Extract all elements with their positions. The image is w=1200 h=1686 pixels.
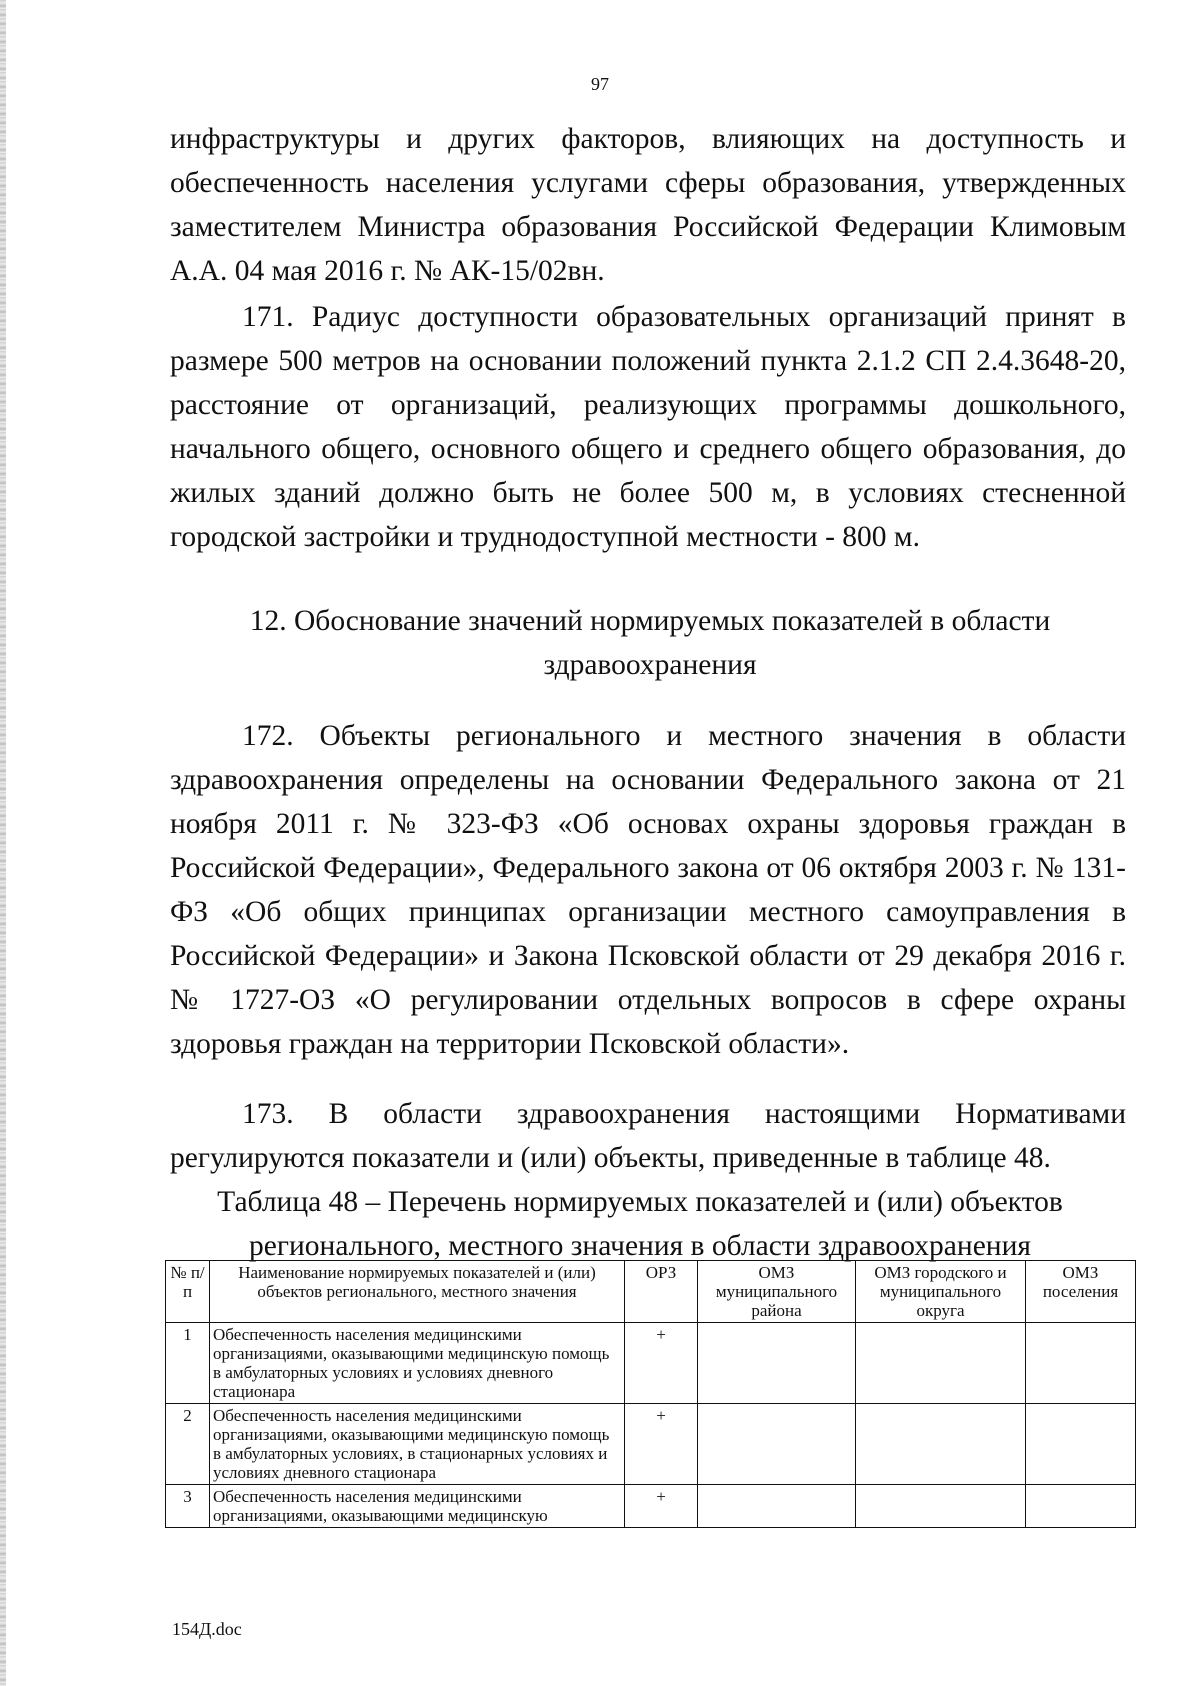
table-row (166, 1485, 1136, 1528)
section-heading-line1: 12. Обоснование значений нормируемых показателей в области (249, 605, 1051, 637)
cell-omz-district (698, 1323, 856, 1404)
cell-name: Обеспеченность населения медицинскими организациями, оказывающими медицинскую (210, 1485, 625, 1528)
table-header-row (166, 1261, 1136, 1323)
paragraph-continuation: инфраструктуры и других факторов, влияющих на доступность и обеспеченность населения услугами сферы образования, утвержденных заместителем Министра образования Российской Федерации Климовым А.А. 04 мая 2016 г. № АК-15/02вн. (170, 123, 1126, 287)
cell-orz: + (625, 1323, 698, 1404)
paragraph-173: 173. В области здравоохранения настоящими Нормативами регулируются показатели и (или) объекты, приведенные в таблице 48. (170, 1098, 1126, 1174)
cell-omz-settlement (1026, 1485, 1136, 1528)
cell-omz-city (856, 1404, 1026, 1485)
paragraph-172: 172. Объекты регионального и местного значения в области здравоохранения определены на основании Федерального закона от 21 ноября 2011 г. № 323-ФЗ «Об основах охраны здоровья граждан в Российской Федерации», Федерального закона от 06 октября 2003 г. № 131-ФЗ «Об общих принципах организации местного самоуправления в Российской Федерации» и Закона Псковской области от 29 декабря 2016 г. № 1727-ОЗ «О регулировании отдельных вопросов в сфере охраны здоровья граждан на территории Псковской области». (170, 720, 1126, 1060)
footer-filename: 154Д.doc (172, 1619, 242, 1639)
cell-num: 3 (166, 1485, 210, 1528)
header-omz-settlement: ОМЗ поселения (1026, 1261, 1136, 1323)
table-caption-line1: Таблица 48 – Перечень нормируемых показателей и (или) объектов (217, 1186, 1063, 1218)
cell-omz-city (856, 1485, 1026, 1528)
cell-orz: + (625, 1485, 698, 1528)
page-number: 97 (591, 74, 609, 94)
table-row (166, 1323, 1136, 1404)
cell-name: Обеспеченность населения медицинскими организациями, оказывающими медицинскую помощь в амбулаторных условиях и условиях дневного стационара (210, 1323, 625, 1404)
table-caption (160, 1180, 1120, 1268)
table-row (166, 1404, 1136, 1485)
paragraph-171: 171. Радиус доступности образовательных организаций принят в размере 500 метров на основании положений пункта 2.1.2 СП 2.4.3648-20, расстояние от организаций, реализующих программы дошкольного, начального общего, основного общего и среднего общего образования, до жилых зданий должно быть не более 500 м, в условиях стесненной городской застройки и труднодоступной местности - 800 м. (170, 301, 1126, 553)
header-name: Наименование нормируемых показателей и (или) объектов регионального, местного значения (210, 1261, 625, 1323)
section-heading (200, 599, 1100, 687)
cell-name: Обеспеченность населения медицинскими организациями, оказывающими медицинскую помощь в амбулаторных условиях, в стационарных условиях и условиях дневного стационара (210, 1404, 625, 1485)
header-omz-city: ОМЗ городского и муниципального округа (856, 1261, 1026, 1323)
cell-num: 2 (166, 1404, 210, 1485)
header-omz-district: ОМЗ муниципального района (698, 1261, 856, 1323)
cell-omz-district (698, 1485, 856, 1528)
section-heading-line2: здравоохранения (543, 649, 757, 681)
norms-table (165, 1260, 1136, 1528)
cell-num: 1 (166, 1323, 210, 1404)
header-orz: ОРЗ (625, 1261, 698, 1323)
cell-omz-district (698, 1404, 856, 1485)
cell-omz-settlement (1026, 1404, 1136, 1485)
header-num: № п/п (166, 1261, 210, 1323)
cell-omz-city (856, 1323, 1026, 1404)
cell-orz: + (625, 1404, 698, 1485)
cell-omz-settlement (1026, 1323, 1136, 1404)
table-caption-line2: регионального, местного значения в области здравоохранения (249, 1230, 1031, 1262)
scan-edge (0, 0, 6, 1686)
